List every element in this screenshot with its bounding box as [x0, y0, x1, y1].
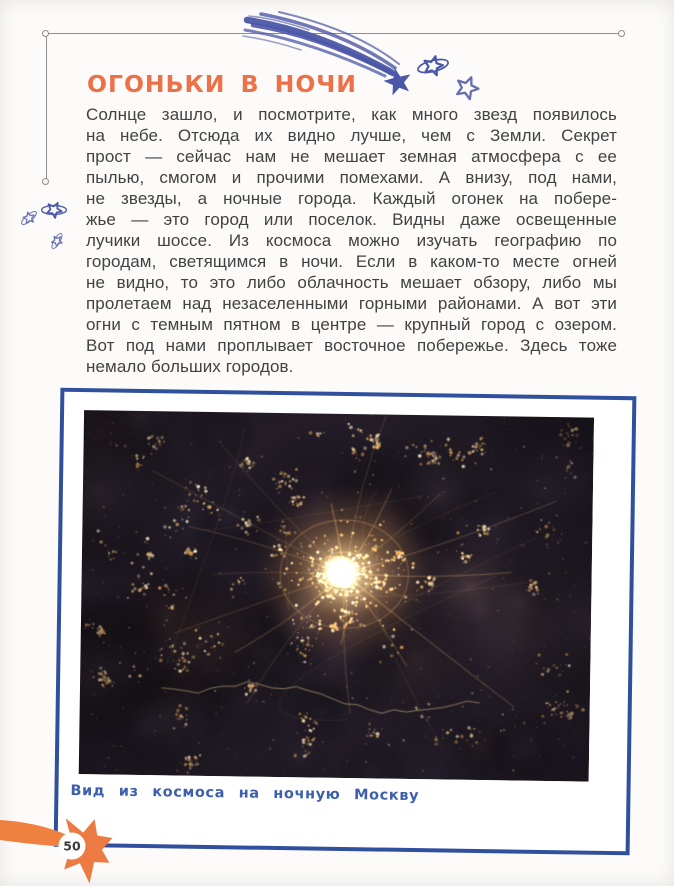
- article-text-line: жье — это город или поселок. Видны даже освещенные: [86, 210, 617, 229]
- article-text-line: на небе. Отсюда их видно лучше, чем с Земли. Секрет: [86, 126, 617, 145]
- left-border-line: [46, 33, 47, 181]
- article-text-line: лучики шоссе. Из космоса можно изучать географию по: [86, 231, 617, 250]
- border-endpoint-circle: [42, 30, 49, 37]
- photo-caption: Вид из космоса на ночную Москву: [70, 782, 420, 805]
- article-text-line: пролетаем над незаселенными горными районами. А вот эти: [86, 294, 617, 313]
- night-photo-of-moscow: [79, 410, 594, 782]
- article-text-line: Солнце зашло, и посмотрите, как много звезд появилось: [86, 105, 617, 124]
- article-text-line: Вот под нами проплывает восточное побережье. Здесь тоже: [86, 336, 617, 355]
- article-paragraph: [86, 104, 617, 377]
- article-text-line: городам, светящимся в ночи. Если в каком-то месте огней: [86, 252, 617, 271]
- photo-frame: [54, 388, 637, 855]
- atom-doodle-icon: [42, 226, 72, 256]
- border-endpoint-circle: [618, 30, 625, 37]
- page-title: ОГОНЬКИ В НОЧИ: [87, 70, 357, 98]
- page-number: 50: [63, 838, 81, 854]
- article-text-line: немало больших городов.: [86, 357, 294, 376]
- border-endpoint-circle: [42, 178, 49, 185]
- article-text-line: огни с темным пятном в центре — крупный город с озером.: [86, 315, 617, 334]
- article-text-line: прост — сейчас нам не мешает земная атмосфера с ее: [86, 147, 617, 166]
- page-number-badge: [0, 802, 150, 886]
- article-text-line: пылью, смогом и прочими помехами. А внизу, под нами,: [86, 168, 617, 187]
- article-text-line: не звезды, а ночные города. Каждый огонек на побере-: [86, 189, 617, 208]
- article-text-line: не видно, то это либо облачность мешает обзору, либо мы: [86, 273, 617, 292]
